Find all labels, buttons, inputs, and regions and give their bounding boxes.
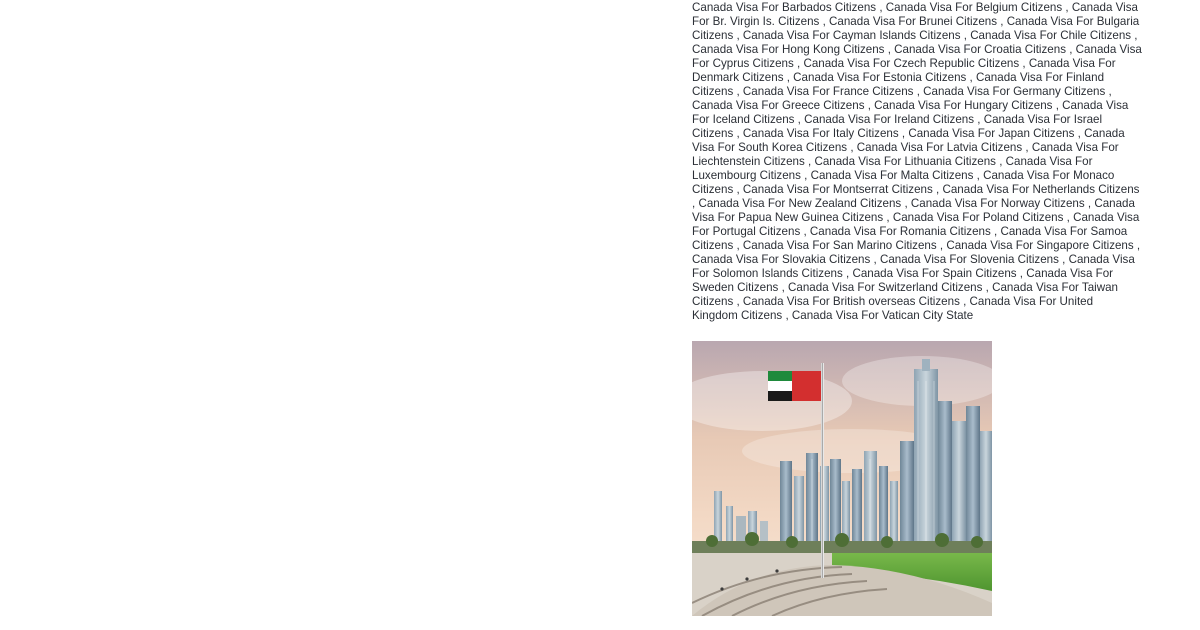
link-separator: ,	[733, 29, 743, 42]
link-separator: ,	[800, 225, 810, 238]
link-separator: ,	[1016, 267, 1027, 280]
link-separator: ,	[782, 309, 792, 322]
visa-country-link[interactable]: Canada Visa For Slovakia Citizens	[692, 253, 871, 266]
visa-country-link[interactable]: Canada Visa For San Marino Citizens	[742, 239, 937, 252]
link-separator: ,	[778, 281, 789, 294]
visa-country-link[interactable]: Canada Visa For Montserrat Citizens	[742, 183, 933, 196]
link-separator: ,	[794, 113, 805, 126]
link-separator: ,	[1105, 85, 1112, 98]
visa-country-link[interactable]: Canada Visa For Papua New Guinea Citizens	[692, 197, 1135, 224]
visa-country-link[interactable]: Canada Visa For Switzerland Citizens	[788, 281, 983, 294]
visa-country-link[interactable]: Canada Visa For Brunei Citizens	[829, 15, 998, 28]
visa-country-link[interactable]: Canada Visa For Poland Citizens	[892, 211, 1064, 224]
visa-country-link[interactable]: Canada Visa For Hungary Citizens	[874, 99, 1053, 112]
visa-country-link[interactable]: Canada Visa For Br. Virgin Is. Citizens	[692, 1, 1138, 28]
link-separator: ,	[883, 211, 893, 224]
link-separator: ,	[936, 239, 947, 252]
article-content	[692, 0, 1142, 616]
visa-country-link[interactable]: Canada Visa For Solomon Islands Citizens	[692, 253, 1135, 280]
uae-flag-skyline-image	[692, 341, 992, 616]
link-separator: ,	[692, 197, 699, 210]
link-separator: ,	[960, 29, 971, 42]
visa-country-link[interactable]: Canada Visa For New Zealand Citizens	[698, 197, 902, 210]
visa-country-link[interactable]: Canada Visa For Belgium Citizens	[885, 1, 1063, 14]
visa-country-link[interactable]: Canada Visa For Denmark Citizens	[692, 57, 1116, 84]
visa-country-link[interactable]: Canada Visa For Hong Kong Citizens	[692, 43, 885, 56]
link-separator: ,	[1019, 57, 1029, 70]
link-separator: ,	[901, 197, 911, 210]
visa-country-link[interactable]: Canada Visa For Taiwan Citizens	[692, 281, 1118, 308]
link-separator: ,	[959, 295, 970, 308]
link-separator: ,	[990, 225, 1001, 238]
link-separator: ,	[800, 169, 811, 182]
link-separator: ,	[1058, 253, 1069, 266]
link-separator: ,	[804, 155, 815, 168]
visa-country-link[interactable]: Canada Visa For Norway Citizens	[910, 197, 1085, 210]
visa-country-link[interactable]: Canada Visa For Czech Republic Citizens	[803, 57, 1020, 70]
link-separator: ,	[1022, 141, 1032, 154]
visa-country-link[interactable]: Canada Visa For United Kingdom Citizens	[692, 295, 1094, 322]
link-separator: ,	[733, 127, 743, 140]
visa-country-link[interactable]: Canada Visa For Portugal Citizens	[692, 211, 1140, 238]
visa-country-link[interactable]: Canada Visa For Germany Citizens	[923, 85, 1106, 98]
visa-country-link[interactable]: Canada Visa For Cayman Islands Citizens	[742, 29, 961, 42]
visa-country-link[interactable]: Canada Visa For Chile Citizens	[970, 29, 1132, 42]
visa-country-link[interactable]: Canada Visa For Israel Citizens	[692, 113, 1103, 140]
link-separator: ,	[884, 43, 895, 56]
visa-country-link[interactable]: Canada Visa For Latvia Citizens	[856, 141, 1023, 154]
link-separator: ,	[1063, 211, 1074, 224]
link-separator: ,	[1131, 29, 1138, 42]
link-separator: ,	[997, 15, 1007, 28]
link-separator: ,	[783, 71, 794, 84]
visa-country-link[interactable]: Canada Visa For France Citizens	[742, 85, 914, 98]
link-separator: ,	[733, 183, 743, 196]
link-separator: ,	[864, 99, 875, 112]
link-separator: ,	[733, 295, 743, 308]
link-separator: ,	[733, 85, 743, 98]
link-separator: ,	[1062, 1, 1072, 14]
visa-country-link[interactable]: Canada Visa For Greece Citizens	[692, 99, 865, 112]
visa-country-link[interactable]: Canada Visa For Luxembourg Citizens	[692, 155, 1093, 182]
link-separator: ,	[1052, 99, 1063, 112]
visa-country-link[interactable]: Canada Visa For Slovenia Citizens	[879, 253, 1059, 266]
visa-country-link[interactable]: Canada Visa For Sweden Citizens	[692, 267, 1114, 294]
visa-country-link[interactable]: Canada Visa For Romania Citizens	[809, 225, 991, 238]
visa-country-link[interactable]: Canada Visa For Singapore Citizens	[946, 239, 1134, 252]
link-separator: ,	[1133, 239, 1141, 252]
link-separator: ,	[898, 127, 909, 140]
visa-country-link[interactable]: Canada Visa For Japan Citizens	[908, 127, 1075, 140]
link-separator: ,	[1074, 127, 1085, 140]
skyline-photo-illustration	[692, 341, 992, 616]
visa-country-link[interactable]: Canada Visa For South Korea Citizens	[692, 127, 1125, 154]
visa-country-link[interactable]: Canada Visa For British overseas Citizens	[742, 295, 960, 308]
link-separator: ,	[793, 57, 804, 70]
visa-country-link[interactable]: Canada Visa For Barbados Citizens	[692, 1, 877, 14]
link-separator: ,	[842, 267, 853, 280]
link-separator: ,	[932, 183, 943, 196]
link-separator: ,	[973, 169, 984, 182]
visa-country-link[interactable]: Canada Visa For Finland Citizens	[692, 71, 1105, 98]
link-separator: ,	[870, 253, 880, 266]
visa-country-link[interactable]: Canada Visa For Croatia Citizens	[894, 43, 1066, 56]
visa-country-link[interactable]: Canada Visa For Monaco Citizens	[692, 169, 1115, 196]
link-separator: ,	[974, 113, 984, 126]
link-separator: ,	[819, 15, 830, 28]
link-separator: ,	[1066, 43, 1076, 56]
link-separator: ,	[1084, 197, 1095, 210]
link-separator: ,	[913, 85, 924, 98]
link-separator: ,	[966, 71, 976, 84]
visa-country-link[interactable]: Canada Visa For Iceland Citizens	[692, 99, 1129, 126]
visa-country-link[interactable]: Canada Visa For Cyprus Citizens	[692, 43, 1142, 70]
link-separator: ,	[733, 239, 743, 252]
visa-country-link[interactable]: Canada Visa For Samoa Citizens	[692, 225, 1128, 252]
link-separator: ,	[982, 281, 993, 294]
link-separator: ,	[876, 1, 886, 14]
visa-country-link[interactable]: Canada Visa For Bulgaria Citizens	[692, 15, 1140, 42]
visa-country-link[interactable]: Canada Visa For Estonia Citizens	[793, 71, 967, 84]
visa-country-link[interactable]: Canada Visa For Spain Citizens	[852, 267, 1017, 280]
visa-country-link[interactable]: Canada Visa For Malta Citizens	[810, 169, 974, 182]
uae-flag	[768, 371, 821, 401]
visa-country-link[interactable]: Canada Visa For Italy Citizens	[742, 127, 899, 140]
visa-country-link[interactable]: Canada Visa For Vatican City State	[791, 309, 974, 322]
visa-country-link[interactable]: Canada Visa For Lithuania Citizens	[814, 155, 996, 168]
visa-country-link[interactable]: Canada Visa For Netherlands Citizens	[942, 183, 1140, 196]
visa-country-links-paragraph	[692, 0, 1142, 323]
visa-country-link[interactable]: Canada Visa For Ireland Citizens	[804, 113, 975, 126]
link-separator: ,	[995, 155, 1006, 168]
visa-country-link[interactable]: Canada Visa For Liechtenstein Citizens	[692, 141, 1119, 168]
link-separator: ,	[847, 141, 857, 154]
